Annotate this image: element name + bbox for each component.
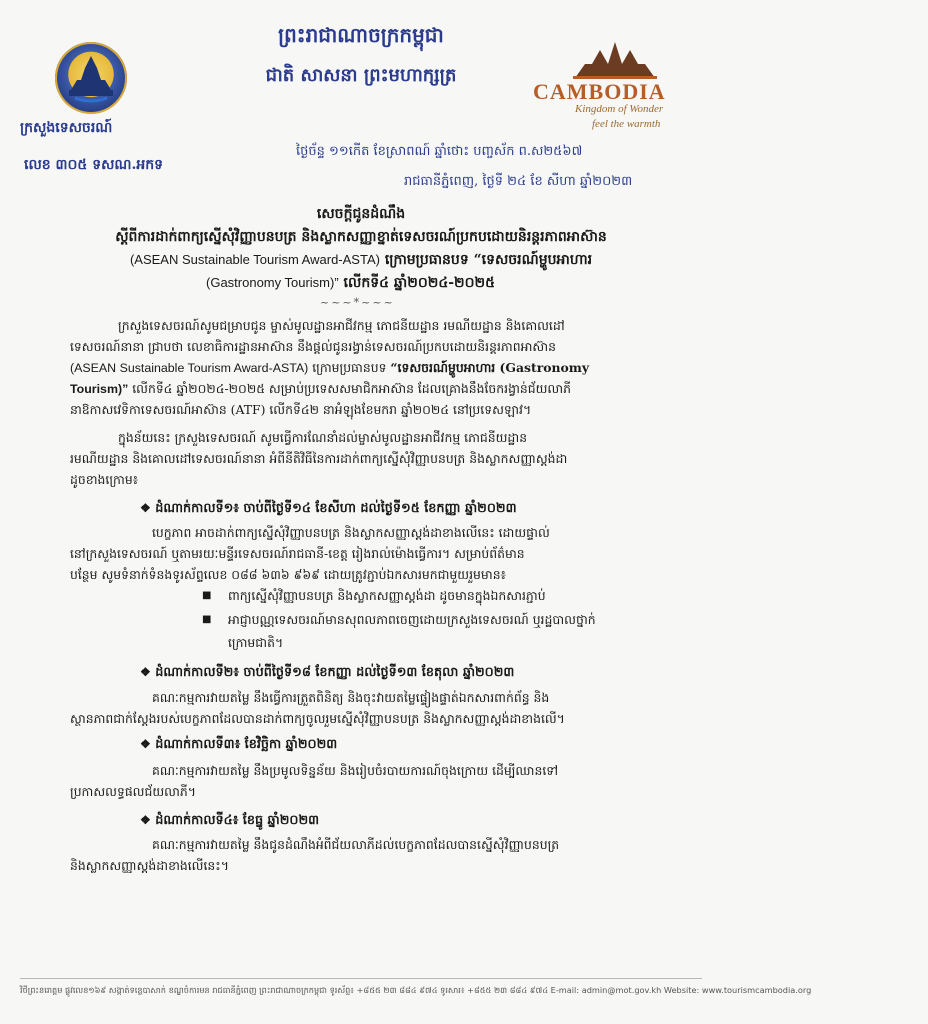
asta-award-name: (ASEAN Sustainable Tourism Award-ASTA) [129, 252, 380, 267]
context-line-1: ក្នុងន័យនេះ ក្រសួងទេសចរណ៍ សូមធ្វើការណែនាំដល់ម្ចាស់មូលដ្ឋានអាជីវកម្ម ភោជនីយដ្ឋាន [118, 430, 528, 445]
phase-3-heading-text: ដំណាក់កាលទី៣៖ ខែវិច្ឆិកា ឆ្នាំ២០២៣ [155, 737, 338, 752]
footer-divider [20, 978, 702, 979]
diamond-bullet-icon: ❖ [140, 665, 151, 679]
intro-theme-bold: “ទេសចរណ៍ម្ហូបអាហារ (Gastronomy [390, 360, 590, 375]
asta-reference: (ASEAN Sustainable Tourism Award-ASTA) [70, 361, 309, 375]
intro-theme-bold-2: Tourism)” [70, 382, 129, 396]
cambodia-temple-logo-icon [570, 38, 660, 80]
title-divider: ~~~*~~~ [320, 296, 395, 309]
intro-line-2: ទេសចរណ៍នានា ជ្រាបថា លេខាធិការដ្ឋានអាស៊ាន នឹងផ្តល់ជូនរង្វាន់ទេសចរណ៍ប្រកបដោយនិរន្តរភាពអាស៊ាន [70, 339, 556, 354]
intro-edition: លើកទី៤ ឆ្នាំ២០២៤-២០២៥ សម្រាប់ប្រទេសសមាជិកអាស៊ាន ដែលគ្រោងនឹងចែករង្វាន់ជ័យលាភី [128, 381, 572, 396]
notice-subject-line3 [0, 250, 722, 270]
ministry-name: ក្រសួងទេសចរណ៍ [20, 120, 113, 136]
intro-line-4 [70, 378, 668, 400]
phase-3-line-1: គណៈកម្មការវាយតម្លៃ នឹងប្រមូលទិន្នន័យ និងរៀបចំរបាយការណ៍ចុងក្រោយ ដើម្បីឈានទៅ [152, 763, 559, 778]
kingdom-title: ព្រះរាជាណាចក្រកម្ពុជា [278, 23, 444, 47]
phase-4-heading-text: ដំណាក់កាលទី៤៖ ខែធ្នូ ឆ្នាំ២០២៣ [155, 813, 320, 828]
intro-line-5: នាឱកាសវេទិកាទេសចរណ៍អាស៊ាន (ATF) លើកទី៤២ នាអំឡុងខែមករា ឆ្នាំ២០២៤ នៅប្រទេសឡាវ។ [70, 402, 532, 417]
edition-years: លើកទី៤ ឆ្នាំ២០២៤-២០២៥ [338, 275, 496, 291]
phase-1-line-3: បន្ថែម សូមទំនាក់ទំនងទូរស័ព្ទលេខ ០៨៨ ៦៣៦ ៩៦៩ ដោយត្រូវភ្ជាប់ឯកសារមកជាមួយរួមមាន៖ [70, 567, 507, 582]
phase-2-line-2: ស្ថានភាពជាក់ស្តែងរបស់បេក្ខភាពដែលបានដាក់ពាក្យចូលរួមស្នើសុំវិញ្ញាបនបត្រ និងស្លាកសញ្ញាស្តង់ដាខាងលើ។ [70, 711, 565, 726]
phase-2-heading-text: ដំណាក់កាលទី២៖ ចាប់ពីថ្ងៃទី១៨ ខែកញ្ញា ដល់ថ្ងៃទី១៣ ខែតុលា ឆ្នាំ២០២៣ [155, 665, 515, 680]
brand-tagline-warmth: feel the warmth [592, 118, 661, 130]
cambodia-brand-wordmark: CAMBODIA [533, 79, 666, 104]
phase-1-line-1: បេក្ខភាព អាចដាក់ពាក្យស្នើសុំវិញ្ញាបនបត្រ និងស្លាកសញ្ញាស្តង់ដាខាងលើនេះ ដោយផ្ទាល់ [152, 525, 550, 540]
solar-date: រាជធានីភ្នំពេញ, ថ្ងៃទី ២៤ ខែ សីហា ឆ្នាំ២០២៣ [404, 174, 633, 189]
phase-4-line-1: គណៈកម្មការវាយតម្លៃ នឹងជូនដំណឹងអំពីជ័យលាភីដល់បេក្ខភាពដែលបានស្នើសុំវិញ្ញាបនបត្រ [152, 837, 560, 852]
lunar-date: ថ្ងៃច័ន្ទ ១១កើត ខែស្រាពណ៍ ឆ្នាំថោះ បញ្ចស័ក ព.ស២៥៦៧ [296, 144, 583, 159]
phase-4-heading [140, 812, 319, 831]
diamond-bullet-icon: ❖ [140, 737, 151, 751]
intro-line-1: ក្រសួងទេសចរណ៍សូមជម្រាបជូន ម្ចាស់មូលដ្ឋានអាជីវកម្ម ភោជនីយដ្ឋាន រមណីយដ្ឋាន និងគោលដៅ [118, 318, 565, 333]
phase-2-line-1: គណៈកម្មការវាយតម្លៃ នឹងធ្វើការត្រួតពិនិត្យ និងចុះវាយតម្លៃផ្ទៀងផ្ទាត់ឯកសារពាក់ព័ន្ធ និង [152, 690, 550, 705]
square-bullet-icon: ■ [202, 590, 212, 601]
context-line-2: រមណីយដ្ឋាន និងគោលដៅទេសចរណ៍នានា អំពីនីតិវិធីនៃការដាក់ពាក្យស្នើសុំវិញ្ញាបនបត្រ និងស្លាកសញ្ញាស្តង់ដា [70, 451, 568, 466]
phase-1-heading-text: ដំណាក់កាលទី១៖ ចាប់ពីថ្ងៃទី១៤ ខែសីហា ដល់ថ្ងៃទី១៥ ខែកញ្ញា ឆ្នាំ២០២៣ [155, 501, 517, 516]
phase-1-heading [140, 500, 517, 519]
brand-tagline-kingdom: Kingdom of Wonder [575, 103, 664, 115]
document-number: លេខ ៣០៥ ទសណ.អកទ [24, 157, 164, 173]
intro-theme-label: ក្រោមប្រធានបទ [308, 360, 391, 375]
footer-contact: វិថីព្រះនរោត្តម ផ្លូវលេខ១៦៩ សង្កាត់ទន្លេបាសាក់ ខណ្ឌចំការមន រាជធានីភ្នំពេញ ព្រះរាជាណាចក្រកម្ពុជា ទូរស័ព្ទ៖ +៨៥៥ ២៣ ៨៨៤ ៩៧៤ ទូរសារ៖ +៨៥៥ ២៣ ៨៨៤ ៩៧៤ E-mail: admin@mot.gov.kh Website: www.tourismcambodia.org [20, 985, 812, 995]
diamond-bullet-icon: ❖ [140, 813, 151, 827]
diamond-bullet-icon: ❖ [140, 501, 151, 515]
square-bullet-icon: ■ [202, 614, 212, 625]
phase-2-heading [140, 664, 514, 683]
theme-intro: ក្រោមប្រធានបទ “ទេសចរណ៍ម្ហូបអាហារ [379, 252, 593, 268]
phase-3-line-2: ប្រកាសលទ្ធផលជ័យលាភី។ [70, 784, 196, 799]
phase-1-bullet-2: អាជ្ញាបណ្ណទេសចរណ៍មានសុពលភាពចេញដោយក្រសួងទេសចរណ៍ ឬរដ្ឋបាលថ្នាក់ [228, 612, 596, 627]
context-line-3: ដូចខាងក្រោម៖ [70, 472, 139, 487]
notice-subject: ស្តីពីការដាក់ពាក្យស្នើសុំវិញ្ញាបនបត្រ និងស្លាកសញ្ញាខ្នាត់ទេសចរណ៍ប្រកបដោយនិរន្តរភាពអាស៊ាន [115, 229, 607, 245]
phase-1-bullet-1: ពាក្យស្នើសុំវិញ្ញាបនបត្រ និងស្លាកសញ្ញាស្តង់ដា ដូចមានក្នុងឯកសារភ្ជាប់ [228, 588, 546, 603]
intro-line-3 [70, 357, 668, 379]
gastronomy-theme: (Gastronomy Tourism)” [206, 275, 339, 290]
phase-4-line-2: និងស្លាកសញ្ញាស្តង់ដាខាងលើនេះ។ [70, 858, 229, 873]
national-motto: ជាតិ សាសនា ព្រះមហាក្សត្រ [265, 65, 457, 86]
notice-title: សេចក្តីជូនដំណឹង [316, 206, 406, 222]
notice-subject-line4 [206, 273, 928, 293]
phase-3-heading [140, 736, 337, 755]
phase-1-bullet-2-cont: ក្រោមជាតិ។ [228, 635, 284, 650]
phase-1-line-2: នៅក្រសួងទេសចរណ៍ ឬតាមរយៈមន្ទីរទេសចរណ៍រាជធានី-ខេត្ត រៀងរាល់ម៉ោងធ្វើការ។ សម្រាប់ព័ត៌មាន [70, 546, 525, 561]
